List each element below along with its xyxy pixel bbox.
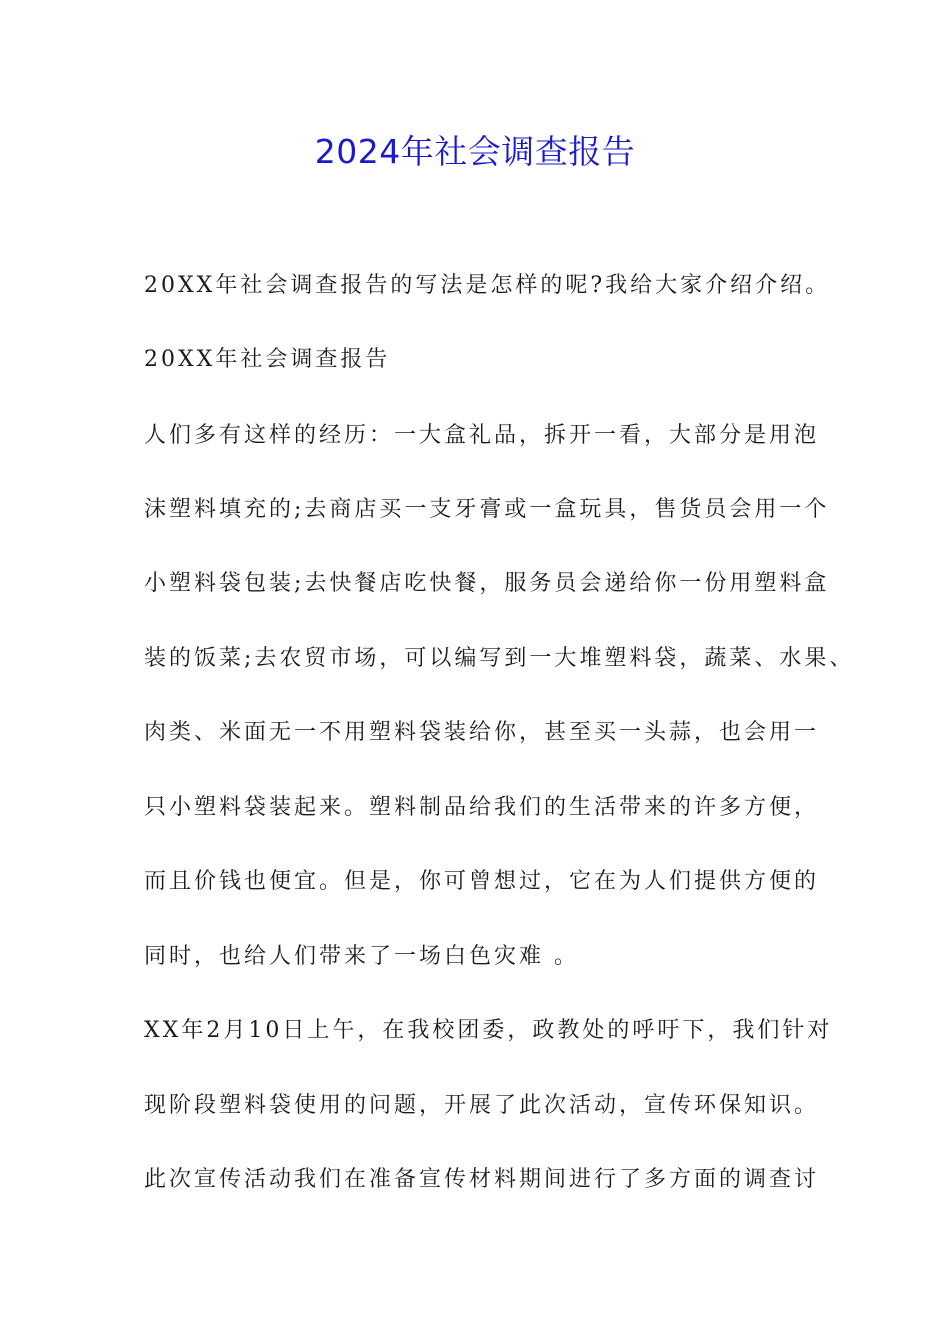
- paragraph-line: 此次宣传活动我们在准备宣传材料期间进行了多方面的调查讨: [144, 1167, 820, 1192]
- paragraph-line: 现阶段塑料袋使用的问题，开展了此次活动，宣传环保知识。: [144, 1093, 820, 1118]
- paragraph-line: 肉类、米面无一不用塑料袋装给你，甚至买一头蒜，也会用一: [144, 720, 820, 745]
- paragraph-line: XX年2月10日上午，在我校团委，政教处的呼吁下，我们针对: [144, 1018, 833, 1043]
- paragraph-line: 装的饭菜;去农贸市场，可以编写到一大堆塑料袋，蔬菜、水果、: [144, 646, 855, 671]
- paragraph-line: 人们多有这样的经历：一大盒礼品，拆开一看，大部分是用泡: [144, 423, 820, 448]
- document-title: 2024年社会调查报告: [314, 132, 636, 171]
- paragraph-line: 沫塑料填充的;去商店买一支牙膏或一盒玩具，售货员会用一个: [144, 497, 830, 522]
- subtitle-line: 20XX年社会调查报告: [144, 347, 391, 372]
- paragraph-line: 小塑料袋包装;去快餐店吃快餐，服务员会递给你一份用塑料盒: [144, 571, 830, 596]
- paragraph-line: 而且价钱也便宜。但是，你可曾想过，它在为人们提供方便的: [144, 869, 820, 894]
- intro-line: 20XX年社会调查报告的写法是怎样的呢?我给大家介绍介绍。: [144, 273, 831, 298]
- paragraph-line: 只小塑料袋装起来。塑料制品给我们的生活带来的许多方便，: [144, 795, 820, 820]
- paragraph-line: 同时，也给人们带来了一场白色灾难 。: [144, 944, 579, 969]
